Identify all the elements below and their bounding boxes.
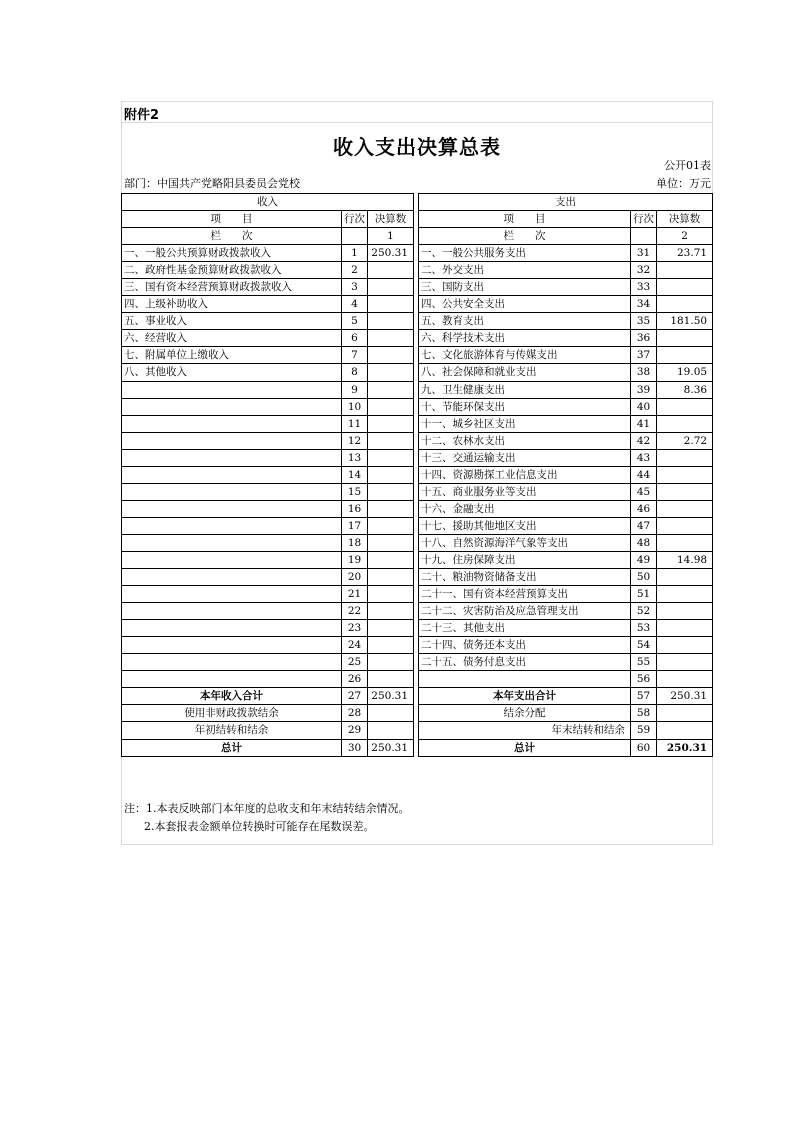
income-row-no: 23 [342, 620, 368, 637]
income-amount [368, 279, 414, 296]
expense-item: 二十四、债务还本支出 [419, 637, 631, 654]
income-item [122, 620, 342, 637]
expense-row-no: 36 [631, 330, 657, 347]
expense-row-no: 47 [631, 517, 657, 534]
income-amount [368, 654, 414, 671]
income-lanci-label: 栏 次 [122, 228, 342, 245]
income-summary-row-no: 30 [342, 739, 368, 756]
income-amount [368, 415, 414, 432]
income-amount [368, 534, 414, 551]
table-row [122, 551, 713, 568]
expense-column-index: 2 [657, 228, 713, 245]
income-row-no: 20 [342, 569, 368, 586]
expense-item: 四、公共安全支出 [419, 296, 631, 313]
income-item: 六、经营收入 [122, 330, 342, 347]
expense-amount [657, 330, 713, 347]
expense-item: 十九、住房保障支出 [419, 551, 631, 568]
expense-amount [657, 279, 713, 296]
income-lanci-empty [342, 228, 368, 245]
income-row-no-header: 行次 [342, 211, 368, 228]
income-amount [368, 551, 414, 568]
table-row [122, 296, 713, 313]
income-row-no: 21 [342, 586, 368, 603]
expense-amount [657, 466, 713, 483]
income-row-no: 26 [342, 671, 368, 688]
income-summary-row-no: 29 [342, 722, 368, 739]
income-section-header: 收入 [122, 194, 414, 211]
table-row [122, 517, 713, 534]
income-amount [368, 586, 414, 603]
expense-amount: 14.98 [657, 551, 713, 568]
income-row-no: 8 [342, 364, 368, 381]
expense-summary-row-no: 57 [631, 688, 657, 705]
income-item [122, 432, 342, 449]
expense-summary-amount: 250.31 [657, 739, 713, 756]
expense-amount-header: 决算数 [657, 211, 713, 228]
section-header-row [122, 194, 713, 211]
opening-balance-row [122, 722, 713, 739]
income-amount [368, 466, 414, 483]
income-amount [368, 620, 414, 637]
expense-row-no: 32 [631, 262, 657, 279]
table-row [122, 637, 713, 654]
income-amount [368, 313, 414, 330]
expense-row-no: 37 [631, 347, 657, 364]
income-expense-table [121, 193, 713, 757]
expense-row-no: 31 [631, 245, 657, 262]
income-row-no: 5 [342, 313, 368, 330]
income-row-no: 2 [342, 262, 368, 279]
income-row-no: 13 [342, 449, 368, 466]
table-row [122, 534, 713, 551]
expense-row-no: 44 [631, 466, 657, 483]
expense-item: 十五、商业服务业等支出 [419, 483, 631, 500]
expense-item: 九、卫生健康支出 [419, 381, 631, 398]
income-amount [368, 449, 414, 466]
expense-item: 三、国防支出 [419, 279, 631, 296]
expense-item-header: 项 目 [419, 211, 631, 228]
expense-row-no: 46 [631, 500, 657, 517]
expense-amount: 2.72 [657, 432, 713, 449]
expense-amount: 23.71 [657, 245, 713, 262]
expense-item: 十三、交通运输支出 [419, 449, 631, 466]
income-item [122, 671, 342, 688]
expense-row-no: 55 [631, 654, 657, 671]
income-amount [368, 364, 414, 381]
table-row [122, 483, 713, 500]
table-row [122, 364, 713, 381]
expense-row-no: 34 [631, 296, 657, 313]
table-row [122, 569, 713, 586]
expense-amount [657, 347, 713, 364]
income-amount [368, 500, 414, 517]
income-row-no: 11 [342, 415, 368, 432]
expense-amount [657, 654, 713, 671]
expense-lanci-label: 栏 次 [419, 228, 631, 245]
income-summary-amount: 250.31 [368, 688, 414, 705]
expense-item: 二十二、灾害防治及应急管理支出 [419, 603, 631, 620]
income-row-no: 1 [342, 245, 368, 262]
expense-summary-amount [657, 722, 713, 739]
income-row-no: 18 [342, 534, 368, 551]
table-row [122, 603, 713, 620]
income-summary-row-no: 28 [342, 705, 368, 722]
income-item [122, 500, 342, 517]
income-row-no: 22 [342, 603, 368, 620]
table-row [122, 381, 713, 398]
expense-row-no: 53 [631, 620, 657, 637]
expense-amount [657, 569, 713, 586]
expense-row-no: 49 [631, 551, 657, 568]
income-item: 一、一般公共预算财政拨款收入 [122, 245, 342, 262]
annual-total-row [122, 688, 713, 705]
income-amount [368, 330, 414, 347]
table-row [122, 262, 713, 279]
expense-item: 十二、农林水支出 [419, 432, 631, 449]
expense-summary-row-no: 59 [631, 722, 657, 739]
expense-amount [657, 500, 713, 517]
table-row [122, 654, 713, 671]
expense-row-no: 56 [631, 671, 657, 688]
income-amount: 250.31 [368, 245, 414, 262]
expense-item: 十六、金融支出 [419, 500, 631, 517]
income-item [122, 654, 342, 671]
income-row-no: 3 [342, 279, 368, 296]
income-amount [368, 569, 414, 586]
expense-summary-amount [657, 705, 713, 722]
income-row-no: 14 [342, 466, 368, 483]
expense-amount [657, 637, 713, 654]
expense-item: 十七、援助其他地区支出 [419, 517, 631, 534]
expense-amount [657, 449, 713, 466]
income-row-no: 19 [342, 551, 368, 568]
expense-row-no: 52 [631, 603, 657, 620]
expense-amount [657, 517, 713, 534]
income-item [122, 517, 342, 534]
income-item [122, 637, 342, 654]
income-summary-item: 使用非财政拨款结余 [122, 705, 342, 722]
expense-row-no: 40 [631, 398, 657, 415]
expense-item: 十、节能环保支出 [419, 398, 631, 415]
table-row [122, 449, 713, 466]
attachment-divider [121, 122, 713, 123]
income-item [122, 569, 342, 586]
expense-item: 二十、粮油物资储备支出 [419, 569, 631, 586]
income-row-no: 4 [342, 296, 368, 313]
page-title: 收入支出决算总表 [333, 135, 501, 159]
expense-amount [657, 398, 713, 415]
income-amount-header: 决算数 [368, 211, 414, 228]
expense-row-no: 43 [631, 449, 657, 466]
income-row-no: 7 [342, 347, 368, 364]
income-row-no: 24 [342, 637, 368, 654]
expense-amount [657, 262, 713, 279]
expense-item: 六、科学技术支出 [419, 330, 631, 347]
income-item [122, 603, 342, 620]
income-summary-amount [368, 705, 414, 722]
table-row [122, 671, 713, 688]
income-item-header: 项 目 [122, 211, 342, 228]
expense-item: 二、外交支出 [419, 262, 631, 279]
income-item [122, 449, 342, 466]
expense-lanci-empty [631, 228, 657, 245]
income-item: 二、政府性基金预算财政拨款收入 [122, 262, 342, 279]
income-row-no: 6 [342, 330, 368, 347]
income-item [122, 415, 342, 432]
expense-row-no: 48 [631, 534, 657, 551]
non-fiscal-balance-row [122, 705, 713, 722]
expense-item: 十八、自然资源海洋气象等支出 [419, 534, 631, 551]
income-amount [368, 398, 414, 415]
expense-summary-amount: 250.31 [657, 688, 713, 705]
income-column-index: 1 [368, 228, 414, 245]
expense-amount [657, 620, 713, 637]
table-row [122, 245, 713, 262]
table-row [122, 347, 713, 364]
expense-summary-row-no: 58 [631, 705, 657, 722]
table-row [122, 620, 713, 637]
table-row [122, 432, 713, 449]
income-amount [368, 381, 414, 398]
income-amount [368, 262, 414, 279]
unit-label: 单位：万元 [656, 177, 711, 190]
income-item [122, 466, 342, 483]
expense-row-no: 45 [631, 483, 657, 500]
income-amount [368, 296, 414, 313]
department-label: 部门：中国共产党略阳县委员会党校 [124, 177, 300, 190]
expense-item: 十一、城乡社区支出 [419, 415, 631, 432]
grand-total-row [122, 739, 713, 756]
expense-amount: 181.50 [657, 313, 713, 330]
expense-summary-item: 总计 [419, 739, 631, 756]
table-row [122, 500, 713, 517]
notes [124, 800, 410, 836]
expense-item: 二十一、国有资本经营预算支出 [419, 586, 631, 603]
expense-row-no: 51 [631, 586, 657, 603]
expense-summary-row-no: 60 [631, 739, 657, 756]
expense-item: 八、社会保障和就业支出 [419, 364, 631, 381]
income-amount [368, 347, 414, 364]
income-summary-amount: 250.31 [368, 739, 414, 756]
expense-amount [657, 603, 713, 620]
income-item: 五、事业收入 [122, 313, 342, 330]
income-summary-amount [368, 722, 414, 739]
expense-amount [657, 534, 713, 551]
expense-row-no-header: 行次 [631, 211, 657, 228]
income-row-no: 16 [342, 500, 368, 517]
expense-item: 七、文化旅游体育与传媒支出 [419, 347, 631, 364]
expense-amount [657, 671, 713, 688]
expense-item [419, 671, 631, 688]
expense-item: 一、一般公共服务支出 [419, 245, 631, 262]
expense-amount: 8.36 [657, 381, 713, 398]
table-row [122, 330, 713, 347]
column-header-row [122, 211, 713, 228]
expense-row-no: 39 [631, 381, 657, 398]
expense-amount [657, 586, 713, 603]
expense-row-no: 42 [631, 432, 657, 449]
expense-item: 二十五、债务付息支出 [419, 654, 631, 671]
note-line-2: 2.本套报表金额单位转换时可能存在尾数误差。 [144, 820, 375, 833]
table-row [122, 586, 713, 603]
table-row [122, 279, 713, 296]
income-item [122, 398, 342, 415]
expense-row-no: 50 [631, 569, 657, 586]
expense-summary-item: 年末结转和结余 [419, 722, 631, 739]
income-amount [368, 432, 414, 449]
income-amount [368, 637, 414, 654]
income-item [122, 534, 342, 551]
note-line-1: 注：1.本表反映部门本年度的总收支和年末结转结余情况。 [124, 802, 410, 815]
income-summary-item: 年初结转和结余 [122, 722, 342, 739]
income-summary-item: 本年收入合计 [122, 688, 342, 705]
income-row-no: 10 [342, 398, 368, 415]
expense-amount [657, 483, 713, 500]
expense-summary-item: 结余分配 [419, 705, 631, 722]
table-row [122, 398, 713, 415]
income-item [122, 381, 342, 398]
income-row-no: 9 [342, 381, 368, 398]
expense-item: 十四、资源勘探工业信息支出 [419, 466, 631, 483]
expense-summary-item: 本年支出合计 [419, 688, 631, 705]
expense-amount [657, 415, 713, 432]
income-item: 七、附属单位上缴收入 [122, 347, 342, 364]
expense-item: 二十三、其他支出 [419, 620, 631, 637]
income-summary-row-no: 27 [342, 688, 368, 705]
income-item [122, 483, 342, 500]
income-row-no: 17 [342, 517, 368, 534]
table-row [122, 313, 713, 330]
expense-row-no: 41 [631, 415, 657, 432]
income-row-no: 12 [342, 432, 368, 449]
expense-row-no: 54 [631, 637, 657, 654]
expense-amount [657, 296, 713, 313]
attachment-label: 附件2 [124, 108, 160, 123]
income-amount [368, 483, 414, 500]
table-row [122, 415, 713, 432]
expense-section-header: 支出 [419, 194, 713, 211]
income-item [122, 551, 342, 568]
income-summary-item: 总计 [122, 739, 342, 756]
expense-amount: 19.05 [657, 364, 713, 381]
form-number: 公开01表 [664, 159, 711, 172]
income-item: 三、国有资本经营预算财政拨款收入 [122, 279, 342, 296]
expense-item: 五、教育支出 [419, 313, 631, 330]
income-amount [368, 517, 414, 534]
income-row-no: 25 [342, 654, 368, 671]
expense-row-no: 38 [631, 364, 657, 381]
income-item: 八、其他收入 [122, 364, 342, 381]
income-amount [368, 671, 414, 688]
column-index-row [122, 228, 713, 245]
expense-row-no: 35 [631, 313, 657, 330]
income-item: 四、上级补助收入 [122, 296, 342, 313]
expense-row-no: 33 [631, 279, 657, 296]
table-row [122, 466, 713, 483]
income-item [122, 586, 342, 603]
income-amount [368, 603, 414, 620]
income-row-no: 15 [342, 483, 368, 500]
